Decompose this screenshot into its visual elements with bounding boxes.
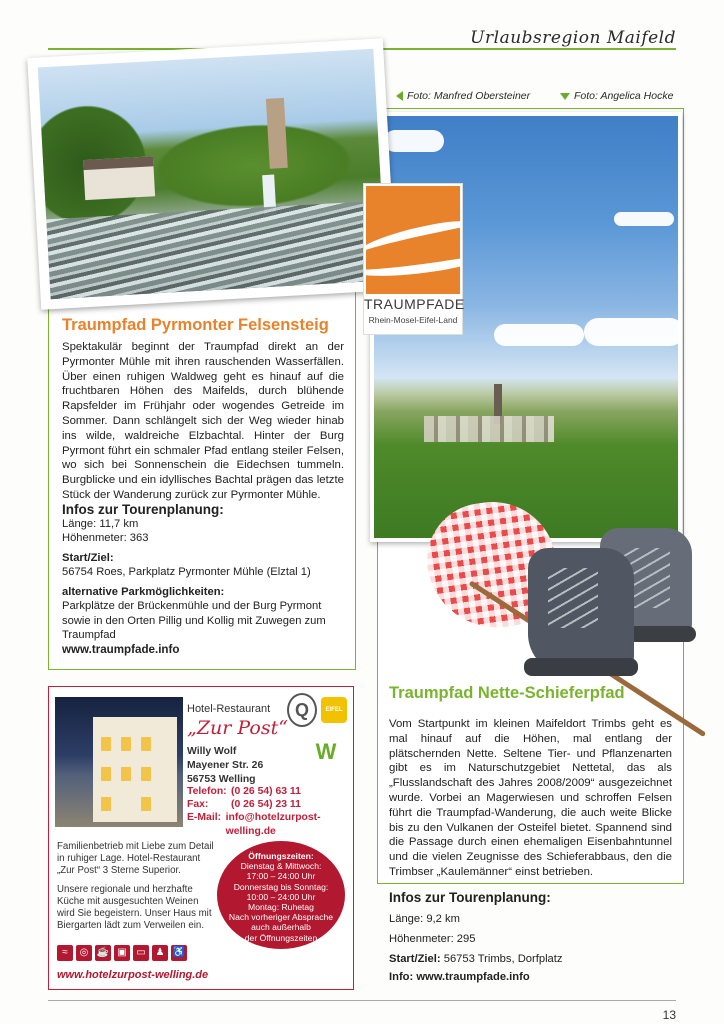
logo-name: TRAUMPFADE [364, 296, 465, 312]
arrow-down-icon [560, 93, 570, 100]
hotel-url-link[interactable]: www.hotelzurpost-welling.de [57, 969, 209, 981]
opening-hours-badge: Öffnungszeiten: Dienstag & Mittwoch: 17:00 – 24:00 Uhr Donnerstag bis Sonntag: 10:00 – 24:00 Uhr Montag: Ruhetag Nach vorheriger Absprache auch außerhalb der Öffnungszeiten [217, 841, 345, 949]
ad-label: Hotel-Restaurant [187, 703, 271, 715]
right-length: Länge: 9,2 km [389, 913, 460, 925]
page-number: 13 [662, 1008, 676, 1022]
restaurant-icon: ◎ [76, 945, 92, 961]
right-infos-title: Infos zur Tourenplanung: [389, 890, 551, 905]
left-infos-title: Infos zur Tourenplanung: [62, 502, 224, 517]
right-elevation: Höhenmeter: 295 [389, 933, 476, 945]
photo-credit-right: Foto: Angelica Hocke [560, 90, 673, 102]
logo-subtitle: Rhein-Mosel-Eifel-Land [368, 315, 458, 325]
footer-rule [48, 1000, 676, 1001]
left-elevation: Höhenmeter: 363 [62, 532, 149, 544]
waterfall-photo [27, 38, 397, 309]
hotel-photo [55, 697, 183, 827]
email-link[interactable]: info@hotelzurpost-welling.de [225, 812, 321, 837]
left-start-label: Start/Ziel: [62, 552, 114, 564]
hotel-owner-address: Willy Wolf Mayener Str. 26 56753 Welling [187, 746, 264, 786]
left-start-value: 56754 Roes, Parkplatz Pyrmonter Mühle (Elztal 1) [62, 566, 311, 578]
traumpfade-logo [363, 183, 463, 335]
amenity-icons [57, 945, 187, 961]
hotel-advertisement [48, 686, 354, 990]
right-info-line: Info: www.traumpfade.info [389, 971, 530, 983]
hotel-description: Familienbetrieb mit Liebe zum Detail in ruhiger Lage. Hotel-Restaurant „Zur Post“ 3 Sterne Superior. Unsere regionale und herzhafte Küche mit ausgesuchten Weinen wird Sie begeistern. Unser Haus mit Biergarten lädt zum Verweilen ein. [57, 841, 214, 931]
quality-badge-icon: Q [287, 693, 317, 727]
right-url-link[interactable]: www.traumpfade.info [416, 971, 530, 983]
left-article-body: Spektakulär beginnt der Traumpfad direkt an der Pyrmonter Mühle mit ihren rauschenden Wasserfällen. Über einen ruhigen Waldweg geht es hinauf auf die fruchtbaren Höhen des Maifelds, durch blühende Rapsfelder im Frühjahr oder wogendes Getreide im Sommer. Dann schlängelt sich der Weg wieder hinab ins wilde, waldreiche Elzbachtal. Hinter der Burg Pyrmont führt ein schmaler Pfad entlang steiler Felsen, wo sich bei Sonnenschein die Eidechsen tummeln. Burgblicke und ein idyllisches Bachtal prägen das letzte Stück der Wanderung zurück zur Pyrmonter Mühle. [62, 341, 344, 501]
left-length: Länge: 11,7 km [62, 518, 139, 530]
eifel-badge-icon: EIFEL [321, 697, 347, 723]
right-article-body: Vom Startpunkt im kleinen Maifeldort Trimbs geht es mal hinauf auf die Höhen, mal entlang der plätschernden Nette. Seltene Tier- und Pflanzenarten gibt es im Naturschutzgebiet Nettetal, das als „Flusslandschaft des Jahres 2008/2009“ ausgezeichnet wurde. Vorbei an Magerwiesen und schroffen Felsen führt die Traumpfad-Wanderung, die auch weite Blicke bis zu den Vulkanen der Osteifel bietet. Spannend sind die Passage durch einen ehemaligen Eisenbahntunnel und die vielen Zeugnisse des Schieferabbaus, den die Trimbser „Kaulemänner“ einst betrieben. [389, 718, 672, 878]
wanderbares-badge-icon: W [315, 739, 337, 764]
right-article-title: Traumpfad Nette-Schieferpfad [389, 684, 625, 702]
left-article-title: Traumpfad Pyrmonter Felsensteig [62, 316, 329, 334]
phone-link[interactable]: (0 26 54) 63 11 [231, 786, 301, 797]
hiking-boot-icon [528, 548, 634, 674]
wifi-icon: ≈ [57, 945, 73, 961]
hotel-contacts: Telefon: (0 26 54) 63 11 Fax: (0 26 54) 23 11 E-Mail: info@hotelzurpost-welling.de [187, 785, 353, 838]
beer-icon: ▣ [114, 945, 130, 961]
right-start: Start/Ziel: 56753 Trimbs, Dorfplatz [389, 953, 563, 965]
accessible-icon: ♿ [171, 945, 187, 961]
bed-icon: ▭ [133, 945, 149, 961]
region-title: Urlaubsregion Maifeld [470, 28, 676, 48]
left-parking-value: Parkplätze der Brückenmühle und der Burg Pyrmont sowie in den Orten Pillig und Kollig mit Zuwegen zum Traumpfad [62, 600, 326, 641]
photo-credit-left: Foto: Manfred Obersteiner [396, 90, 530, 102]
arrow-left-icon [396, 91, 403, 101]
left-parking-label: alternative Parkmöglichkeiten: [62, 586, 225, 598]
hiking-icon: ♟ [152, 945, 168, 961]
left-url-link[interactable]: www.traumpfade.info [62, 643, 180, 656]
cafe-icon: ☕ [95, 945, 111, 961]
hotel-name: „Zur Post“ [187, 717, 288, 739]
